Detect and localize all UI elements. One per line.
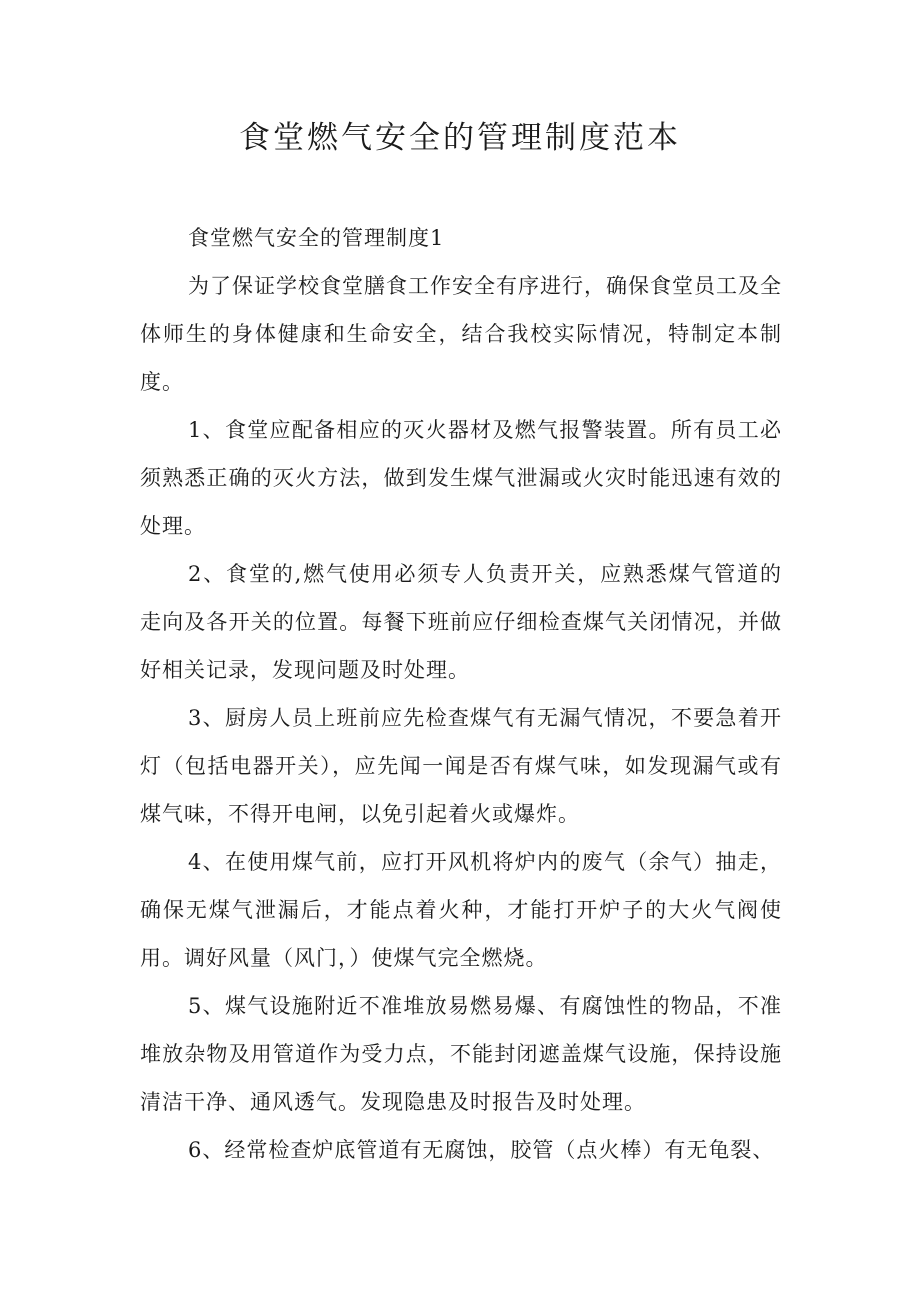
document-body <box>140 214 782 1174</box>
paragraph-rule-1: 1、食堂应配备相应的灭火器材及燃气报警装置。所有员工必须熟悉正确的灭火方法，做到发生煤气泄漏或火灾时能迅速有效的处理。 <box>140 418 782 538</box>
paragraph-rule-5: 5、煤气设施附近不准堆放易燃易爆、有腐蚀性的物品，不准堆放杂物及用管道作为受力点，不能封闭遮盖煤气设施，保持设施清洁干净、通风透气。发现隐患及时报告及时处理。 <box>140 994 782 1114</box>
paragraph-intro: 为了保证学校食堂膳食工作安全有序进行，确保食堂员工及全体师生的身体健康和生命安全，结合我校实际情况，特制定本制度。 <box>140 274 782 394</box>
paragraph-rule-2: 2、食堂的,燃气使用必须专人负责开关，应熟悉煤气管道的走向及各开关的位置。每餐下班前应仔细检查煤气关闭情况，并做好相关记录，发现问题及时处理。 <box>140 562 782 682</box>
paragraph-rule-6: 6、经常检查炉底管道有无腐蚀，胶管（点火棒）有无龟裂、 <box>188 1138 775 1162</box>
paragraph-rule-4: 4、在使用煤气前，应打开风机将炉内的废气（余气）抽走，确保无煤气泄漏后，才能点着火种，才能打开炉子的大火气阀使用。调好风量（风门，）使煤气完全燃烧。 <box>140 850 782 970</box>
document-title: 食堂燃气安全的管理制度范本 <box>239 120 681 156</box>
paragraph-rule-3: 3、厨房人员上班前应先检查煤气有无漏气情况，不要急着开灯（包括电器开关），应先闻一闻是否有煤气味，如发现漏气或有煤气味，不得开电闸，以免引起着火或爆炸。 <box>140 706 782 826</box>
section-heading: 食堂燃气安全的管理制度1 <box>188 226 445 250</box>
